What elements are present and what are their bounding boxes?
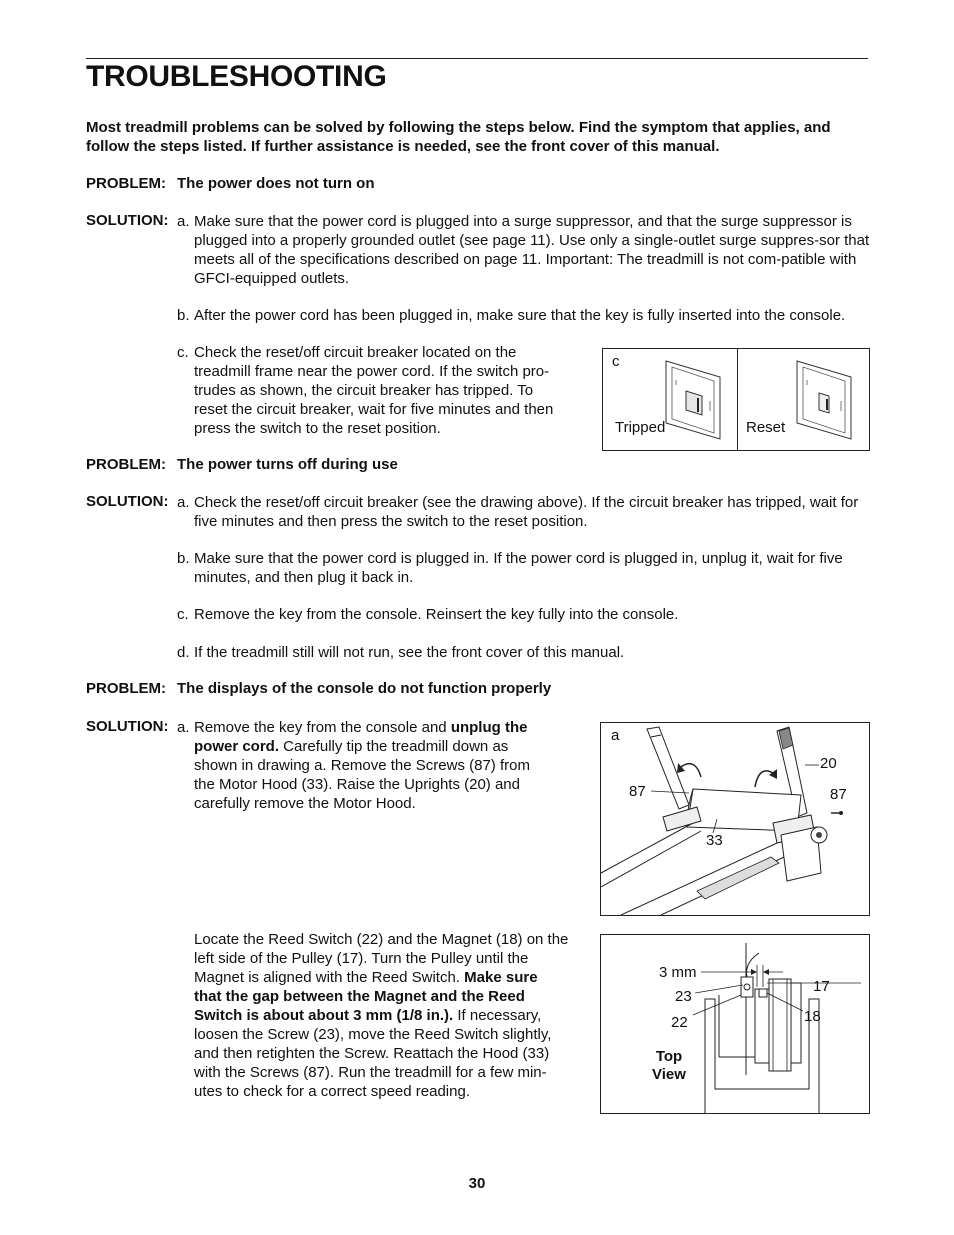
solution-text: After the power cord has been plugged in, make sure that the key is fully inserted into the console.: [194, 307, 846, 324]
tripped-switch-drawing: [658, 355, 733, 443]
solution-2b: [177, 549, 872, 587]
solution-letter: b.: [177, 307, 190, 324]
problem-2-text: The power turns off during use: [177, 456, 398, 473]
figure-reed-switch-top-view: [600, 934, 870, 1114]
intro-paragraph: Most treadmill problems can be solved by following the steps below. Find the symptom that applies, and follow the steps listed. If further assistance is needed, see the front cover of this manual.: [86, 119, 831, 155]
page-title: TROUBLESHOOTING: [86, 60, 387, 93]
callout-23: 23: [675, 988, 692, 1005]
solution-text: Remove the key from the console and unplug the power cord. Carefully tip the treadmill down as shown in drawing a. Remove the Screws (87) from the Motor Hood (33). Raise the Uprights (20) and carefully remove the Motor Hood.: [194, 719, 530, 812]
figure-letter: a: [611, 727, 620, 744]
reset-switch-drawing: [789, 355, 864, 443]
figure-divider: [737, 349, 738, 450]
figure-motor-hood: [600, 722, 870, 916]
solution-label: SOLUTION:: [86, 718, 169, 735]
callout-20: 20: [820, 755, 837, 772]
top-view-label: Top: [655, 1048, 683, 1065]
top-view-label-2: View: [652, 1066, 686, 1083]
reset-label: Reset: [746, 419, 786, 436]
solution-text: Locate the Reed Switch (22) and the Magnet (18) on the left side of the Pulley (17). Turn the Pulley until the Magnet is aligned with the Reed Switch. Make sure that the gap between the Magnet and the Reed Switch is about about 3 mm (1/8 in.). If necessary, loosen the Screw (23), move the Reed Switch slightly, and then retighten the Screw. Reattach the Hood (33) with the Screws (87). Run the treadmill for a few min-utes to check for a correct speed reading.: [194, 931, 569, 1100]
solution-text: If the treadmill still will not run, see the front cover of this manual.: [194, 644, 625, 661]
solution-2d: [177, 643, 872, 662]
solution-1c: [177, 343, 569, 438]
solution-1b: [177, 306, 872, 325]
figure-letter: c: [612, 353, 620, 370]
callout-18: 18: [804, 1008, 821, 1025]
solution-2a: [177, 493, 872, 531]
page-number: 30: [468, 1175, 486, 1192]
solution-text: Make sure that the power cord is plugged in. If the power cord is plugged in, unplug it, wait for five minutes, and then plug it back in.: [194, 550, 843, 586]
problem-label: PROBLEM:: [86, 456, 166, 473]
callout-87-left: 87: [629, 783, 646, 800]
solution-text: Make sure that the power cord is plugged into a surge suppressor, and that the surge suppressor is plugged into a properly grounded outlet (see page 11). Use only a single-outlet surge suppres-sor that meets all of the specifications described on page 11. Important: The treadmill is not com-patible with GFCI-equipped outlets.: [194, 213, 870, 287]
solution-letter: a.: [177, 719, 190, 736]
solution-letter: c.: [177, 606, 189, 623]
solution-1a: [177, 212, 872, 288]
callout-33: 33: [706, 832, 723, 849]
callout-87-right: 87: [830, 786, 847, 803]
solution-3-reed-switch: [177, 930, 569, 1101]
problem-3-text: The displays of the console do not function properly: [177, 680, 552, 697]
solution-letter: a.: [177, 213, 190, 230]
top-rule: [86, 58, 868, 59]
solution-3a: [177, 718, 552, 813]
solution-letter: b.: [177, 550, 190, 567]
solution-letter: a.: [177, 494, 190, 511]
solution-text: Remove the key from the console. Reinsert the key fully into the console.: [194, 606, 679, 623]
callout-22: 22: [671, 1014, 688, 1031]
solution-label: SOLUTION:: [86, 212, 169, 229]
callout-3mm: 3 mm: [659, 964, 697, 981]
callout-17: 17: [813, 978, 830, 995]
problem-label: PROBLEM:: [86, 680, 166, 697]
solution-text: Check the reset/off circuit breaker (see the drawing above). If the circuit breaker has tripped, wait for five minutes and then press the switch to the reset position.: [194, 494, 859, 530]
figure-circuit-breaker: [602, 348, 870, 451]
solution-label: SOLUTION:: [86, 493, 169, 510]
treadmill-drawing: [601, 723, 869, 915]
reed-switch-drawing: [601, 935, 869, 1113]
solution-letter: c.: [177, 344, 189, 361]
solution-2c: [177, 605, 872, 624]
problem-1-text: The power does not turn on: [177, 175, 375, 192]
solution-text: Check the reset/off circuit breaker located on the treadmill frame near the power cord. If the switch pro-trudes as shown, the circuit breaker has tripped. To reset the circuit breaker, wait for five minutes and then press the switch to the reset position.: [194, 344, 554, 437]
problem-label: PROBLEM:: [86, 175, 166, 192]
tripped-label: Tripped: [615, 419, 666, 436]
solution-letter: d.: [177, 644, 190, 661]
